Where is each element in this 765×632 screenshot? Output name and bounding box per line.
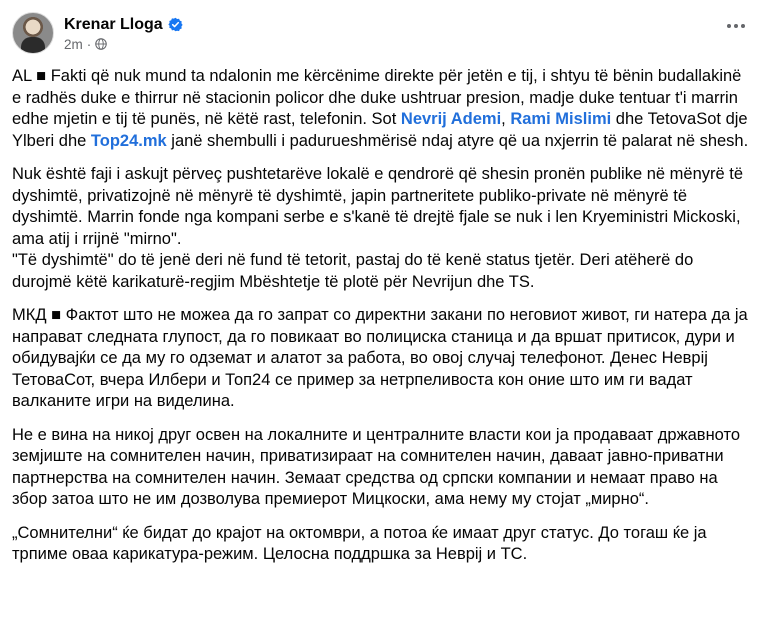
author-row xyxy=(64,15,183,35)
text-segment: AL ■ Fakti që nuk mund ta ndalonin me kërcënime direkte për jetën e tij, i shtyu të bënin budallakinë e radhës duke e thirrur në stacionin policor dhe duke ushtruar presion, madje duke tentuar t'i marrin edhe mjetin e tij të punës, në këtë rast, telefonin. Sot xyxy=(12,67,742,128)
post-body xyxy=(12,66,754,578)
author-name[interactable]: Krenar Lloga xyxy=(64,15,163,33)
verified-badge-icon xyxy=(168,17,183,32)
text-segment: "Të dyshimtë" do të jenë deri në fund të tetorit, pastaj do të kenë status tjetër. Deri atëherë do durojmë këtë karikaturë-regjim Mbështetje të plotë për Nevrijun dhe TS. xyxy=(12,251,694,291)
more-options-icon[interactable] xyxy=(727,24,745,28)
paragraph-macedonian-2: Не е вина на никој друг освен на локалните и централните власти кои ја продаваат државното земјиште на сомнителен начин, приватизираат на сомнителен начин, даваат јавно-приватни партнерства на сомнителен начин. Земаат средства од српски компании и немаат право на збор затоа што не им дозволува премиерот Мицкоски, ама нему му стојат „мирно“. xyxy=(12,425,741,508)
post-time[interactable]: 2m xyxy=(64,36,83,52)
mention-link[interactable]: Nevrij Ademi xyxy=(400,110,502,128)
timestamp-row xyxy=(64,37,183,52)
paragraph-macedonian-1: МКД ■ Фактот што не можеа да го запрат со директни закани по неговиот живот, ги натера да ја направат следната глупост, да го повикаат во полициска станица и да вршат притисок, дури и обидувајќи се да му го одземат и алатот за работа, во овој случај телефонот. Денес Неврij ТетоваСот, вчера Илбери и Топ24 се пример за нетрпеливоста кон оние што им ги вадат валканите игри на виделина. xyxy=(12,306,748,410)
mention-link[interactable]: Top24.mk xyxy=(90,131,167,150)
paragraph-albanian-1 xyxy=(12,66,754,152)
text-segment: Nuk është faji i askujt përveç pushtetarëve lokalë e qendrorë që shesin pronën publike në mënyrë të dyshimtë, privatizojnë në mënyrë të dyshimtë, japin partneritete publiko-private në mënyrë të dyshimtë. Marrin fonde nga kompani serbe e s'kanë të drejtë fjale se nuk i len Kryeministri Mickoski, ama atij i rrijnë "mirno". xyxy=(12,165,744,248)
paragraph-macedonian-3: „Сомнителни“ ќе бидат до крајот на октомври, а потоа ќе имаат друг статус. До тогаш ќе ја трпиме оваа карикатура-режим. Целосна поддршка за Неврij и ТС. xyxy=(12,523,707,563)
globe-icon[interactable] xyxy=(95,38,107,50)
text-segment: , xyxy=(501,110,511,128)
text-segment: dhe TetovaSot dje Ylberi dhe xyxy=(12,110,748,150)
separator-dot: · xyxy=(86,36,92,52)
text-segment: janë shembulli i padurueshmërisë ndaj atyre që ua nxjerrin të palarat në shesh. xyxy=(166,131,749,150)
paragraph-albanian-2 xyxy=(12,164,754,293)
post-header xyxy=(12,12,183,54)
mention-link[interactable]: Rami Mislimi xyxy=(510,110,612,128)
avatar[interactable] xyxy=(12,12,54,54)
post-meta xyxy=(64,15,183,52)
